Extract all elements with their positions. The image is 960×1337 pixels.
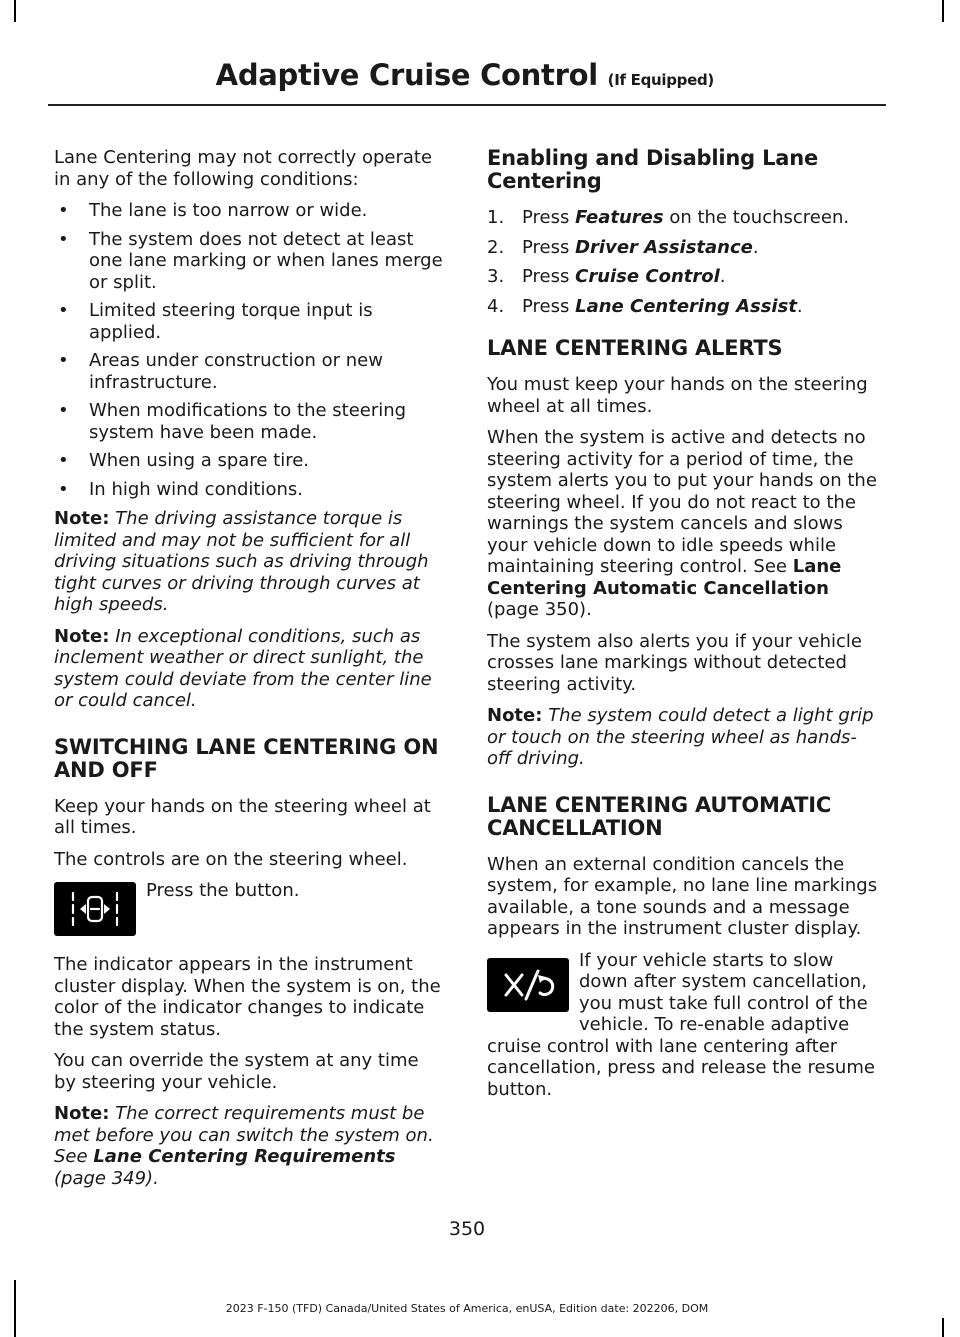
step-key: Lane Centering Assist: [575, 295, 797, 317]
cancel-resume-icon: [487, 958, 569, 1012]
step-key: Features: [575, 207, 664, 228]
paragraph-alerts-detect: [487, 427, 879, 621]
paragraph-press-button: Press the button.: [146, 880, 300, 901]
note-text: The driving assistance torque is limited and may not be sufficient for all driving situations such as driving through tight curves or driving through curves at high speeds.: [54, 508, 429, 615]
paragraph-alerts-markings: The system also alerts you if your vehicle crosses lane markings without detected steering activity.: [487, 630, 862, 695]
right-column: [487, 147, 879, 1110]
paragraph-override: You can override the system at any time by steering your vehicle.: [54, 1050, 419, 1093]
note-page-ref: (page 349).: [54, 1167, 159, 1189]
note-requirements: [54, 1103, 446, 1189]
paragraph-cancel-resume: If your vehicle starts to slow down after system cancellation, you must take full control of the vehicle. To re-enable adaptive cruise control with lane centering after cancellation, press and release the resume button.: [487, 949, 875, 1100]
list-item-text: When modifications to the steering system have been made.: [89, 400, 407, 443]
list-item-text: Areas under construction or new infrastructure.: [89, 350, 383, 393]
note-text: The system could detect a light grip or touch on the steering wheel as hands-off driving.: [487, 705, 874, 769]
paragraph-keep-hands: Keep your hands on the steering wheel at all times.: [54, 795, 431, 838]
step-pre: Press: [522, 295, 570, 317]
list-item-text: Limited steering torque input is applied.: [89, 300, 373, 343]
page-title: [216, 58, 714, 92]
step-post: .: [719, 266, 726, 287]
note-text: In exceptional conditions, such as inclement weather or direct sunlight, the system could deviate from the center line or could cancel.: [54, 625, 432, 711]
steps-list: [487, 207, 879, 317]
list-item: • The system does not detect at least one lane marking or when lanes merge or split.: [58, 228, 443, 293]
step-key: Driver Assistance: [575, 236, 753, 258]
link-lane-centering-requirements[interactable]: Lane Centering Requirements: [93, 1146, 396, 1167]
list-item: • In high wind conditions.: [58, 478, 304, 500]
step-post: .: [796, 295, 803, 317]
paragraph-text: When the system is active and detects no steering activity for a period of time, the system alerts you to put your hands on the steering wheel. If you do not react to the warnings the system cancels and slows your vehicle down to idle speeds while maintaining steering control. See: [487, 427, 877, 577]
step-number: 4.: [487, 295, 505, 317]
crop-mark: [14, 0, 16, 22]
step-post: .: [752, 236, 759, 258]
page-ref: (page 350).: [487, 599, 592, 620]
list-item: [487, 237, 879, 259]
note-light-grip: [487, 705, 879, 770]
link-automatic-cancellation[interactable]: Lane Centering Automatic Cancellation: [487, 556, 842, 599]
crop-mark: [942, 0, 944, 22]
list-item-text: The system does not detect at least one lane marking or when lanes merge or split.: [89, 228, 443, 293]
page-title-main: Adaptive Cruise Control: [215, 58, 598, 92]
step-pre: Press: [522, 207, 570, 228]
lane-centering-button-icon: [54, 882, 136, 936]
list-item: [487, 207, 879, 229]
crop-mark: [942, 1318, 944, 1337]
page-number: 350: [448, 1218, 486, 1240]
list-item: • When using a spare tire.: [58, 450, 309, 471]
note-label: Note:: [54, 625, 110, 647]
heading-cancellation: LANE CENTERING AUTOMATIC CANCELLATION: [487, 792, 832, 840]
list-item: [487, 296, 879, 318]
step-number: 1.: [487, 207, 505, 228]
step-number: 2.: [487, 236, 505, 258]
list-item: • When modifications to the steering system have been made.: [58, 400, 407, 443]
note-conditions: [54, 626, 446, 712]
list-item: • Limited steering torque input is applied.: [58, 300, 373, 343]
list-item-text: In high wind conditions.: [89, 478, 304, 500]
note-label: Note:: [487, 705, 543, 726]
paragraph-indicator: The indicator appears in the instrument cluster display. When the system is on, the color of the indicator changes to indicate the system status.: [54, 954, 441, 1040]
left-column: [54, 147, 446, 1199]
paragraph-controls: The controls are on the steering wheel.: [54, 848, 408, 870]
note-text: The correct requirements must be met before you can switch the system on. See: [54, 1103, 434, 1167]
paragraph-cancel-tone: When an external condition cancels the system, for example, no lane line markings available, a tone sounds and a message appears in the instrument cluster display.: [487, 853, 878, 939]
note-torque: [54, 508, 446, 616]
list-item: [487, 266, 879, 288]
note-label: Note:: [54, 1103, 110, 1124]
step-key: Cruise Control: [575, 266, 720, 287]
list-item-text: When using a spare tire.: [89, 450, 309, 471]
header-divider: [48, 104, 886, 106]
heading-switching: SWITCHING LANE CENTERING ON AND OFF: [54, 734, 439, 782]
step-post: on the touchscreen.: [669, 207, 850, 228]
list-item: • The lane is too narrow or wide.: [58, 200, 368, 221]
page-title-suffix: (If Equipped): [607, 71, 714, 89]
conditions-intro: Lane Centering may not correctly operate in any of the following conditions:: [54, 147, 433, 190]
note-label: Note:: [54, 508, 110, 529]
footer-edition: 2023 F-150 (TFD) Canada/United States of America, enUSA, Edition date: 202206, DOM: [225, 1302, 709, 1315]
list-item-text: The lane is too narrow or wide.: [89, 200, 368, 221]
paragraph-alerts-hands: You must keep your hands on the steering wheel at all times.: [487, 374, 868, 417]
conditions-list: [54, 200, 446, 500]
step-number: 3.: [487, 266, 505, 287]
heading-alerts: LANE CENTERING ALERTS: [487, 336, 783, 360]
step-pre: Press: [522, 266, 570, 287]
list-item: • Areas under construction or new infrastructure.: [58, 350, 383, 393]
step-pre: Press: [522, 236, 570, 258]
heading-enabling: Enabling and Disabling Lane Centering: [487, 146, 819, 193]
